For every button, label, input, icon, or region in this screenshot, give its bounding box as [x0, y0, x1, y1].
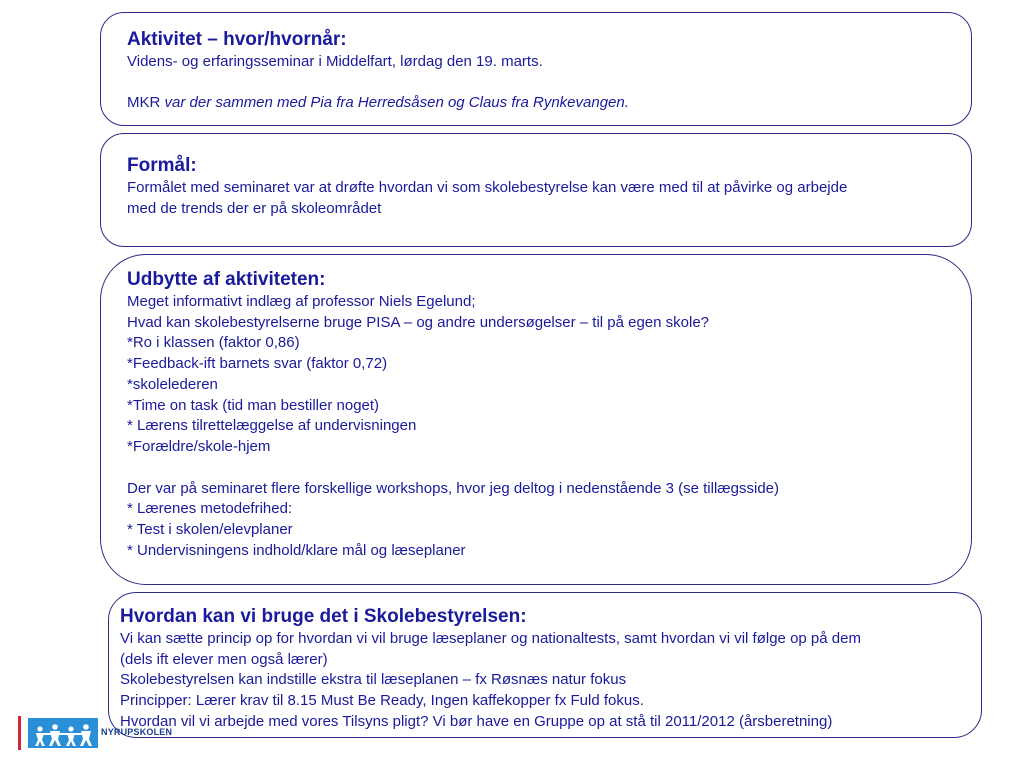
- school-logo: [18, 716, 173, 750]
- hvordan-line: Vi kan sætte princip op for hvordan vi vil bruge læseplaner og nationaltests, samt hvordan vi vil følge op på dem: [120, 630, 861, 647]
- aktivitet-line-1: Videns- og erfaringsseminar i Middelfart, lørdag den 19. marts.: [127, 53, 543, 70]
- udbytte-workshop-line: * Lærenes metodefrihed:: [127, 500, 293, 518]
- udbytte-workshop-line: Der var på seminaret flere forskellige workshops, hvor jeg deltog i nedenstående 3 (se tillægsside): [127, 479, 779, 497]
- udbytte-line: * Lærens tilrettelæggelse af undervisningen: [127, 417, 417, 435]
- hvordan-line: Skolebestyrelsen kan indstille ekstra til læseplanen – fx Røsnæs natur fokus: [120, 671, 627, 689]
- udbytte-workshop-line: * Test i skolen/elevplaner: [127, 521, 293, 539]
- udbytte-line: *skolelederen: [127, 375, 218, 393]
- formaal-title: Formål:: [127, 155, 197, 176]
- formaal-line: Formålet med seminaret var at drøfte hvordan vi som skolebestyrelse kan være med til at påvirke og arbejde: [127, 179, 848, 196]
- children-figures-logo-icon: [28, 718, 98, 748]
- section-hvordan: [108, 592, 982, 738]
- udbytte-line: Meget informativt indlæg af professor Niels Egelund;: [127, 293, 476, 310]
- logo-accent-bar: [18, 716, 21, 750]
- hvordan-line: Principper: Lærer krav til 8.15 Must Be Ready, Ingen kaffekopper fx Fuld fokus.: [120, 692, 644, 710]
- aktivitet-line-2-prefix: MKR: [127, 93, 165, 111]
- udbytte-line: Hvad kan skolebestyrelserne bruge PISA – og andre undersøgelser – til på egen skole?: [127, 313, 710, 331]
- udbytte-workshop-line: * Undervisningens indhold/klare mål og læseplaner: [127, 541, 466, 559]
- aktivitet-line-2-italic: var der sammen med Pia fra Herredsåsen og Claus fra Rynkevangen.: [164, 93, 629, 111]
- udbytte-line: *Feedback-ift barnets svar (faktor 0,72): [127, 355, 388, 373]
- hvordan-title: Hvordan kan vi bruge det i Skolebestyrelsen:: [120, 606, 527, 627]
- udbytte-title: Udbytte af aktiviteten:: [127, 269, 326, 290]
- formaal-line: med de trends der er på skoleområdet: [127, 199, 382, 217]
- udbytte-line: *Ro i klassen (faktor 0,86): [127, 334, 300, 352]
- section-udbytte: [100, 254, 972, 585]
- hvordan-line: Hvordan vil vi arbejde med vores Tilsyns pligt? Vi bør have en Gruppe op at stå til 2011/2012 (årsberetning): [120, 712, 833, 730]
- aktivitet-line-2: [127, 93, 945, 114]
- udbytte-line: *Forældre/skole-hjem: [127, 437, 271, 455]
- section-aktivitet: [100, 12, 972, 126]
- udbytte-line: *Time on task (tid man bestiller noget): [127, 396, 380, 414]
- section-formaal: [100, 133, 972, 247]
- hvordan-line: (dels ift elever men også lærer): [120, 650, 328, 668]
- aktivitet-title: Aktivitet – hvor/hvornår:: [127, 29, 347, 50]
- logo-school-name: NYRUPSKOLEN: [101, 727, 173, 737]
